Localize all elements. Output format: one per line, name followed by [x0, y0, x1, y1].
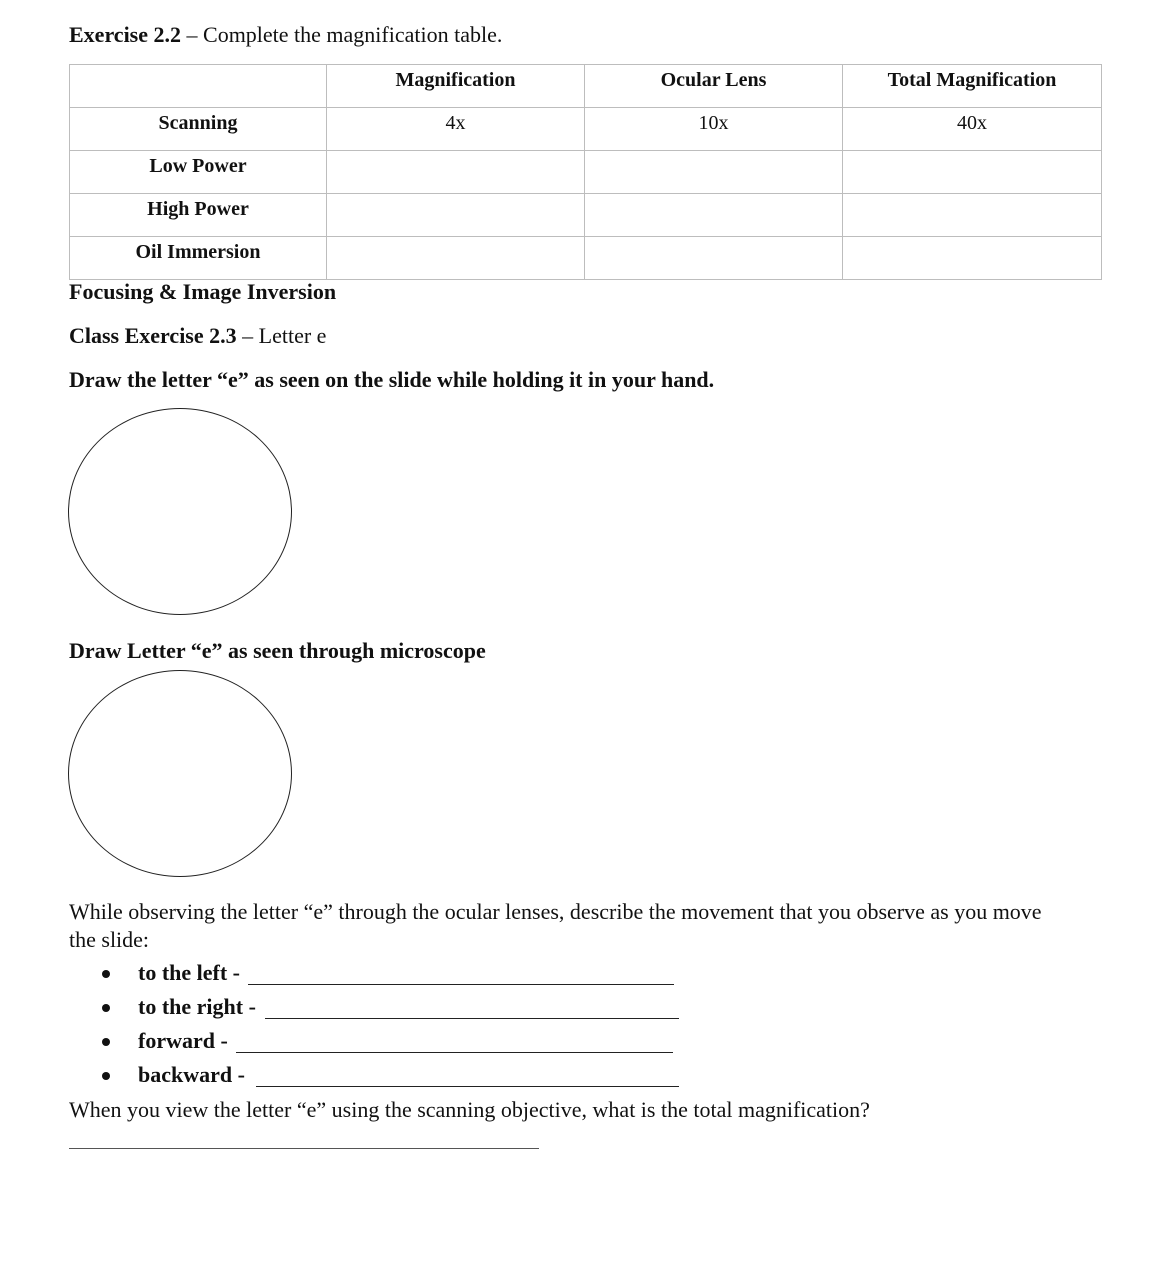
movement-question-line-1: While observing the letter “e” through the ocular lenses, describe the movement that you observe as you move: [69, 899, 1042, 924]
row-label-oil-immersion: Oil Immersion: [70, 237, 327, 280]
bullet-icon: [102, 970, 110, 978]
table-cell[interactable]: [327, 237, 585, 280]
table-cell[interactable]: [843, 237, 1102, 280]
table-cell[interactable]: [843, 194, 1102, 237]
table-row: [70, 194, 1102, 237]
table-row: [70, 237, 1102, 280]
bullet-icon: [102, 1072, 110, 1080]
table-cell[interactable]: [585, 194, 843, 237]
header-cell-blank: [70, 65, 327, 108]
table-cell[interactable]: [843, 151, 1102, 194]
movement-label-left: to the left -: [138, 960, 241, 985]
table-cell[interactable]: 10x: [585, 108, 843, 151]
row-label-scanning: Scanning: [70, 108, 327, 151]
exercise-2-2-heading: [69, 21, 502, 49]
answer-line-right[interactable]: [265, 1018, 679, 1019]
draw-microscope-prompt: Draw Letter “e” as seen through microscope: [69, 638, 486, 663]
movement-label-backward: backward -: [138, 1062, 245, 1087]
magnification-table: [69, 64, 1102, 280]
exercise-2-3-text: – Letter e: [236, 323, 327, 348]
table-cell[interactable]: 4x: [327, 108, 585, 151]
header-cell-total-magnification: Total Magnification: [843, 65, 1102, 108]
focusing-heading: Focusing & Image Inversion: [69, 279, 337, 304]
table-row: [70, 151, 1102, 194]
draw-slide-prompt: Draw the letter “e” as seen on the slide while holding it in your hand.: [69, 367, 715, 392]
scanning-question: When you view the letter “e” using the scanning objective, what is the total magnification?: [69, 1097, 870, 1122]
exercise-2-3-heading: [69, 322, 326, 350]
table-cell[interactable]: 40x: [843, 108, 1102, 151]
row-label-low-power: Low Power: [70, 151, 327, 194]
header-cell-ocular-lens: Ocular Lens: [585, 65, 843, 108]
drawing-circle-slide[interactable]: [68, 408, 292, 615]
table-cell[interactable]: [327, 151, 585, 194]
table-row: [70, 108, 1102, 151]
movement-label-right: to the right -: [138, 994, 256, 1019]
answer-line-left[interactable]: [248, 984, 674, 985]
answer-line-forward[interactable]: [236, 1052, 673, 1053]
header-cell-magnification: Magnification: [327, 65, 585, 108]
movement-label-forward: forward -: [138, 1028, 228, 1053]
table-cell[interactable]: [327, 194, 585, 237]
exercise-2-3-label: Class Exercise 2.3: [69, 323, 237, 348]
table-cell[interactable]: [585, 151, 843, 194]
exercise-2-2-label: Exercise 2.2: [69, 22, 182, 47]
bullet-icon: [102, 1004, 110, 1012]
table-cell[interactable]: [585, 237, 843, 280]
row-label-high-power: High Power: [70, 194, 327, 237]
movement-question-line-2: the slide:: [69, 927, 150, 952]
answer-line-backward[interactable]: [256, 1086, 679, 1087]
exercise-2-2-text: – Complete the magnification table.: [181, 22, 503, 47]
drawing-circle-microscope[interactable]: [68, 670, 292, 877]
answer-line-scanning[interactable]: [69, 1148, 539, 1149]
bullet-icon: [102, 1038, 110, 1046]
table-header-row: [70, 65, 1102, 108]
